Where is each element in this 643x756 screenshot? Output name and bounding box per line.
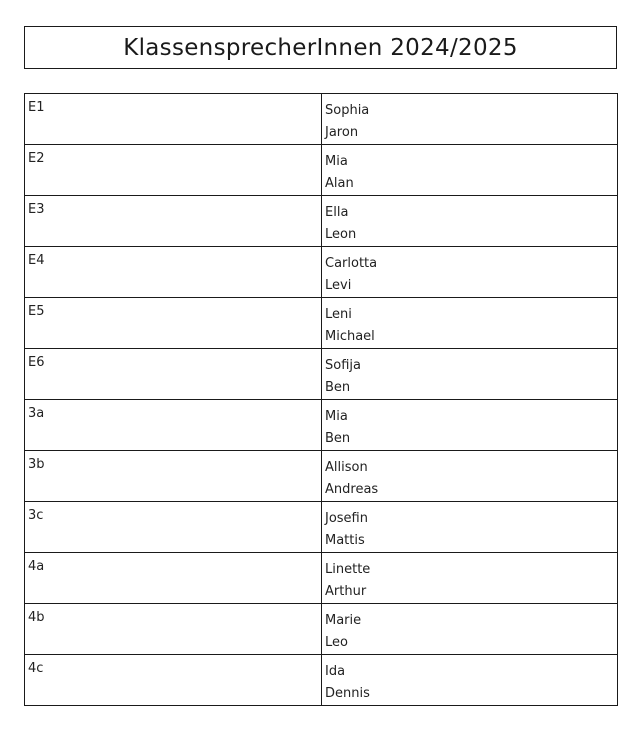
representative-name: Levi bbox=[325, 278, 352, 293]
names-cell bbox=[322, 655, 618, 706]
names-cell bbox=[322, 247, 618, 298]
representative-name: Sofija bbox=[325, 358, 361, 373]
table-row bbox=[25, 655, 618, 706]
page-title: KlassensprecherInnen 2024/2025 bbox=[123, 34, 518, 61]
table-row bbox=[25, 298, 618, 349]
table-row bbox=[25, 502, 618, 553]
representative-name: Leni bbox=[325, 307, 352, 322]
names-cell bbox=[322, 502, 618, 553]
names-cell bbox=[322, 451, 618, 502]
names-cell bbox=[322, 196, 618, 247]
representative-name: Allison bbox=[325, 460, 368, 475]
class-cell: 4b bbox=[25, 604, 322, 655]
class-cell: E5 bbox=[25, 298, 322, 349]
representative-name: Mia bbox=[325, 409, 348, 424]
class-cell: 4c bbox=[25, 655, 322, 706]
representative-name: Ben bbox=[325, 431, 351, 446]
table-row bbox=[25, 145, 618, 196]
representative-name: Carlotta bbox=[325, 256, 378, 271]
representative-name: Dennis bbox=[325, 686, 370, 701]
representative-name: Arthur bbox=[325, 584, 367, 599]
representative-name: Linette bbox=[325, 562, 371, 577]
representative-name: Ida bbox=[325, 664, 346, 679]
names-cell bbox=[322, 145, 618, 196]
title-box bbox=[24, 26, 617, 69]
representative-name: Sophia bbox=[325, 103, 370, 118]
table-row bbox=[25, 553, 618, 604]
names-cell bbox=[322, 94, 618, 145]
names-cell bbox=[322, 604, 618, 655]
class-cell: E6 bbox=[25, 349, 322, 400]
representative-name: Leon bbox=[325, 227, 357, 242]
class-cell: 3c bbox=[25, 502, 322, 553]
class-representatives-table bbox=[24, 93, 618, 706]
representative-name: Marie bbox=[325, 613, 362, 628]
table-row bbox=[25, 349, 618, 400]
table-row bbox=[25, 247, 618, 298]
representative-name: Mattis bbox=[325, 533, 365, 548]
names-cell bbox=[322, 553, 618, 604]
class-cell: E2 bbox=[25, 145, 322, 196]
representative-name: Alan bbox=[325, 176, 354, 191]
class-cell: E3 bbox=[25, 196, 322, 247]
class-cell: 4a bbox=[25, 553, 322, 604]
representative-name: Ben bbox=[325, 380, 351, 395]
names-cell bbox=[322, 400, 618, 451]
names-cell bbox=[322, 298, 618, 349]
class-cell: E1 bbox=[25, 94, 322, 145]
representative-name: Andreas bbox=[325, 482, 379, 497]
names-cell bbox=[322, 349, 618, 400]
class-cell: 3a bbox=[25, 400, 322, 451]
table-row bbox=[25, 196, 618, 247]
table-row bbox=[25, 94, 618, 145]
table-row bbox=[25, 604, 618, 655]
representative-name: Michael bbox=[325, 329, 375, 344]
representative-name: Josefin bbox=[325, 511, 368, 526]
class-cell: 3b bbox=[25, 451, 322, 502]
table-row bbox=[25, 451, 618, 502]
representative-name: Mia bbox=[325, 154, 348, 169]
representative-name: Leo bbox=[325, 635, 348, 650]
representative-name: Jaron bbox=[325, 125, 359, 140]
class-cell: E4 bbox=[25, 247, 322, 298]
table-row bbox=[25, 400, 618, 451]
representative-name: Ella bbox=[325, 205, 349, 220]
